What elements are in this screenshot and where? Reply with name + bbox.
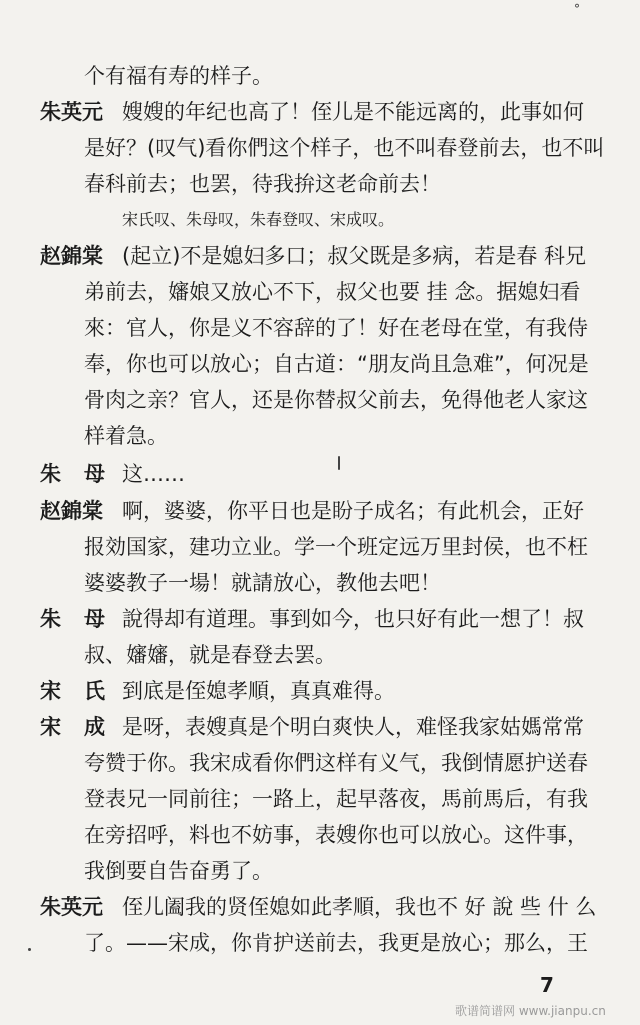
ink-speck	[28, 948, 31, 951]
text-line: 侄儿阖我的贤侄媳如此孝順，我也不 好 說 些 什 么	[122, 895, 597, 919]
speaker-name: 朱英元	[40, 895, 103, 919]
speaker-name: 母	[84, 462, 105, 486]
text-line: (起立)不是媳妇多口；叔父既是多病，若是春 科兄	[122, 244, 587, 268]
watermark: 歌谱简谱网 www.jianpu.cn	[455, 1004, 606, 1018]
text-line: 登表兄一同前往；一路上，起早落夜，馬前馬后，有我	[84, 787, 588, 811]
page-number: 7	[540, 973, 554, 997]
speaker-name: 朱	[40, 607, 61, 631]
text-line: 是呀，表嫂真是个明白爽快人，难怪我家姑媽常常	[122, 715, 584, 739]
speaker-name: 母	[84, 607, 105, 631]
text-line: 到底是侄媳孝順，真真难得。	[122, 679, 395, 703]
text-line: 我倒要自告奋勇了。	[84, 859, 273, 883]
corner-mark: °	[574, 2, 580, 16]
speaker-name: 朱英元	[40, 100, 103, 124]
text-line: 婆婆教子一場！就請放心，教他去吧！	[84, 571, 441, 595]
ink-mark	[338, 456, 340, 470]
text-line: 嫂嫂的年纪也高了！侄儿是不能远离的，此事如何	[122, 100, 584, 124]
text-line: 在旁招呼，料也不妨事，表嫂你也可以放心。这件事，	[84, 823, 588, 847]
text-line: 弟前去，嬸娘又放心不下，叔父也要 挂 念。据媳妇看	[84, 280, 581, 304]
text-line: 样着急。	[84, 424, 168, 448]
text-line: 夸赞于你。我宋成看你們这样有义气，我倒情愿护送春	[84, 751, 588, 775]
stage-direction: 宋氏叹、朱母叹，朱春登叹、宋成叹。	[122, 210, 395, 229]
text-line: 啊，婆婆，你平日也是盼子成名；有此机会，正好	[122, 499, 584, 523]
speaker-name: 赵錦棠	[40, 244, 103, 268]
speaker-name: 朱	[40, 462, 61, 486]
speaker-name: 氏	[84, 679, 105, 703]
text-line: 这……	[122, 462, 185, 486]
text-line: 春科前去；也罢，待我拚这老命前去！	[84, 172, 441, 196]
text-line: 奉，你也可以放心；自古道：“朋友尚且急难”，何况是	[84, 352, 589, 376]
text-line: 个有福有寿的样子。	[84, 64, 273, 88]
text-line: 叔、嬸嬸，就是春登去罢。	[84, 643, 336, 667]
speaker-name: 宋	[40, 715, 61, 739]
text-line: 是好？(叹气)看你們这个样子，也不叫春登前去，也不叫	[84, 136, 605, 160]
speaker-name: 宋	[40, 679, 61, 703]
speaker-name: 赵錦棠	[40, 499, 103, 523]
speaker-name: 成	[84, 715, 105, 739]
text-line: 报効国家，建功立业。学一个班定远万里封侯，也不枉	[84, 535, 588, 559]
text-line: 了。——宋成，你肯护送前去，我更是放心；那么，王	[84, 931, 588, 955]
text-line: 說得却有道理。事到如今，也只好有此一想了！叔	[122, 607, 584, 631]
text-line: 來：官人，你是义不容辞的了！好在老母在堂，有我侍	[84, 316, 588, 340]
text-line: 骨肉之亲？官人，还是你替叔父前去，免得他老人家这	[84, 388, 588, 412]
